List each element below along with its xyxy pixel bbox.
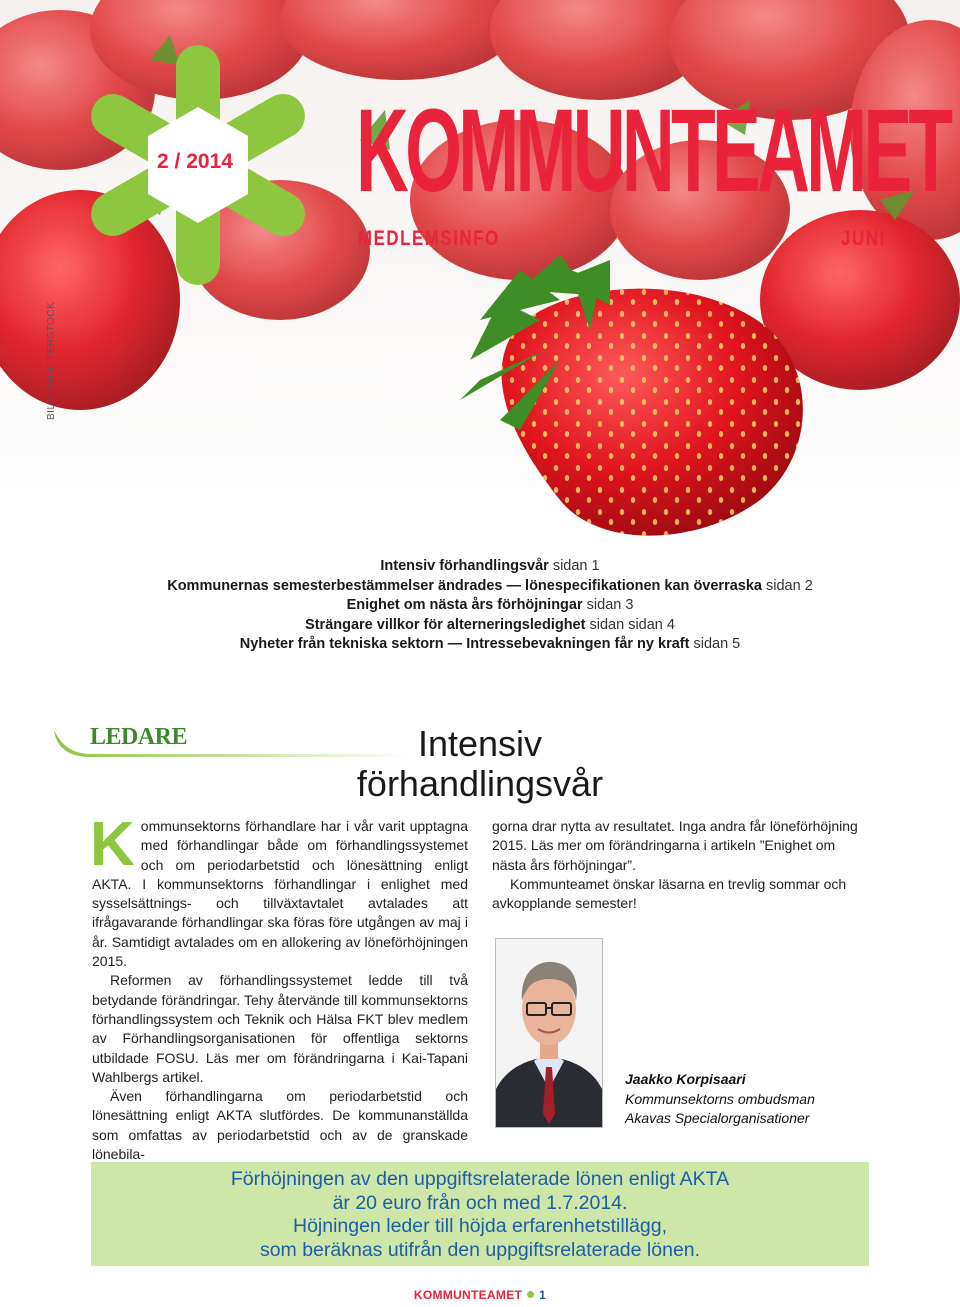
toc-item[interactable]: Kommunernas semesterbestämmelser ändrades — lönespecifikationen kan överraska sidan 2 — [167, 577, 813, 594]
toc-item[interactable]: Nyheter från tekniska sektorn — Intressebevakningen får ny kraft sidan 5 — [239, 636, 741, 652]
bullet-icon — [527, 1291, 534, 1298]
issue-number: 2 / 2014 — [157, 150, 233, 173]
notice-box — [91, 1162, 869, 1266]
footer-publication: KOMMUNTEAMET — [413, 1288, 523, 1302]
toc-item[interactable]: Intensiv förhandlingsvår sidan 1 — [380, 558, 600, 574]
masthead-month: JUNI — [841, 227, 886, 250]
article-headline: Intensiv förhandlingsvår — [356, 723, 604, 804]
cover-photo — [0, 0, 960, 545]
article-paragraph: Även förhandlingarna om periodarbetstid och lönesättning enligt AKTA slutfördes. De kommunanställda som omfattas av periodarbetstid och av de granskade lönebila- — [92, 1088, 468, 1163]
author-title: Kommunsektorns ombudsman — [625, 1090, 815, 1107]
page-footer — [0, 1288, 960, 1302]
article-column-1 — [90, 810, 468, 1164]
article-paragraph: Kommunteamet önskar läsarna en trevlig sommar och avkopplande semester! — [492, 875, 847, 912]
dropcap: K — [90, 810, 135, 879]
masthead — [356, 85, 950, 250]
notice-line: som beräknas utifrån den uppgiftsrelaterade lönen. — [259, 1238, 701, 1261]
portrait-illustration — [496, 939, 602, 1127]
section-label: LEDARE — [90, 724, 188, 750]
masthead-title: KOMMUNTEAMET — [356, 85, 950, 217]
photo-credit: BILD: SHUTTERSTOCK — [46, 301, 57, 420]
article-paragraph: gorna drar nytta av resultatet. Inga andra får löneförhöjning 2015. Läs mer om förändringarna i artikeln ”Enighet om nästa års förhöjningar”. — [492, 818, 858, 873]
author-organisation: Akavas Specialorganisationer — [625, 1110, 810, 1126]
masthead-subtitle: MEDLEMSINFO — [358, 227, 500, 250]
author-signature — [625, 1070, 815, 1129]
author-portrait — [495, 938, 603, 1128]
notice-line: Höjningen leder till höjda erfarenhetstillägg, — [293, 1215, 667, 1237]
author-name: Jaakko Korpisaari — [625, 1071, 746, 1087]
page-number: 1 — [539, 1288, 547, 1302]
notice-line: Förhöjningen av den uppgiftsrelaterade lönen enligt AKTA — [230, 1168, 730, 1190]
article-column-2 — [492, 817, 870, 913]
notice-line: är 20 euro från och med 1.7.2014. — [332, 1191, 628, 1214]
toc-item[interactable]: Strängare villkor för alterneringsledighet sidan sidan 4 — [305, 616, 675, 633]
article-paragraph: Reformen av förhandlingssystemet ledde till två betydande förändringar. Tehy återvände till kommunsektorns förhandlingssystem och Teknik och Hälsa FKT blev medlem av Förhandlingsorganisationen för offentliga sektorns utbildade FOSU. Läs mer om förändringarna i Kai-Tapani Wahlbergs artikel. — [92, 972, 468, 1085]
article-paragraph: Kommunsektorns förhandlare har i vår varit upptagna med förhandlingar både om förhandlingssystemet och om periodarbetstid och lönesättning enligt AKTA. I kommunsektorns förhandlingar i enlighet med sysselsättnings- och tillväxtavtalet avtalades att ifrågavarande förhandlingar ska föras före utgången av maj i år. Samtidigt avtalades om en allokering av löneförhöjningen 2015. — [90, 810, 468, 970]
toc-item[interactable]: Enighet om nästa års förhöjningar sidan 3 — [346, 597, 634, 613]
table-of-contents — [100, 557, 880, 655]
